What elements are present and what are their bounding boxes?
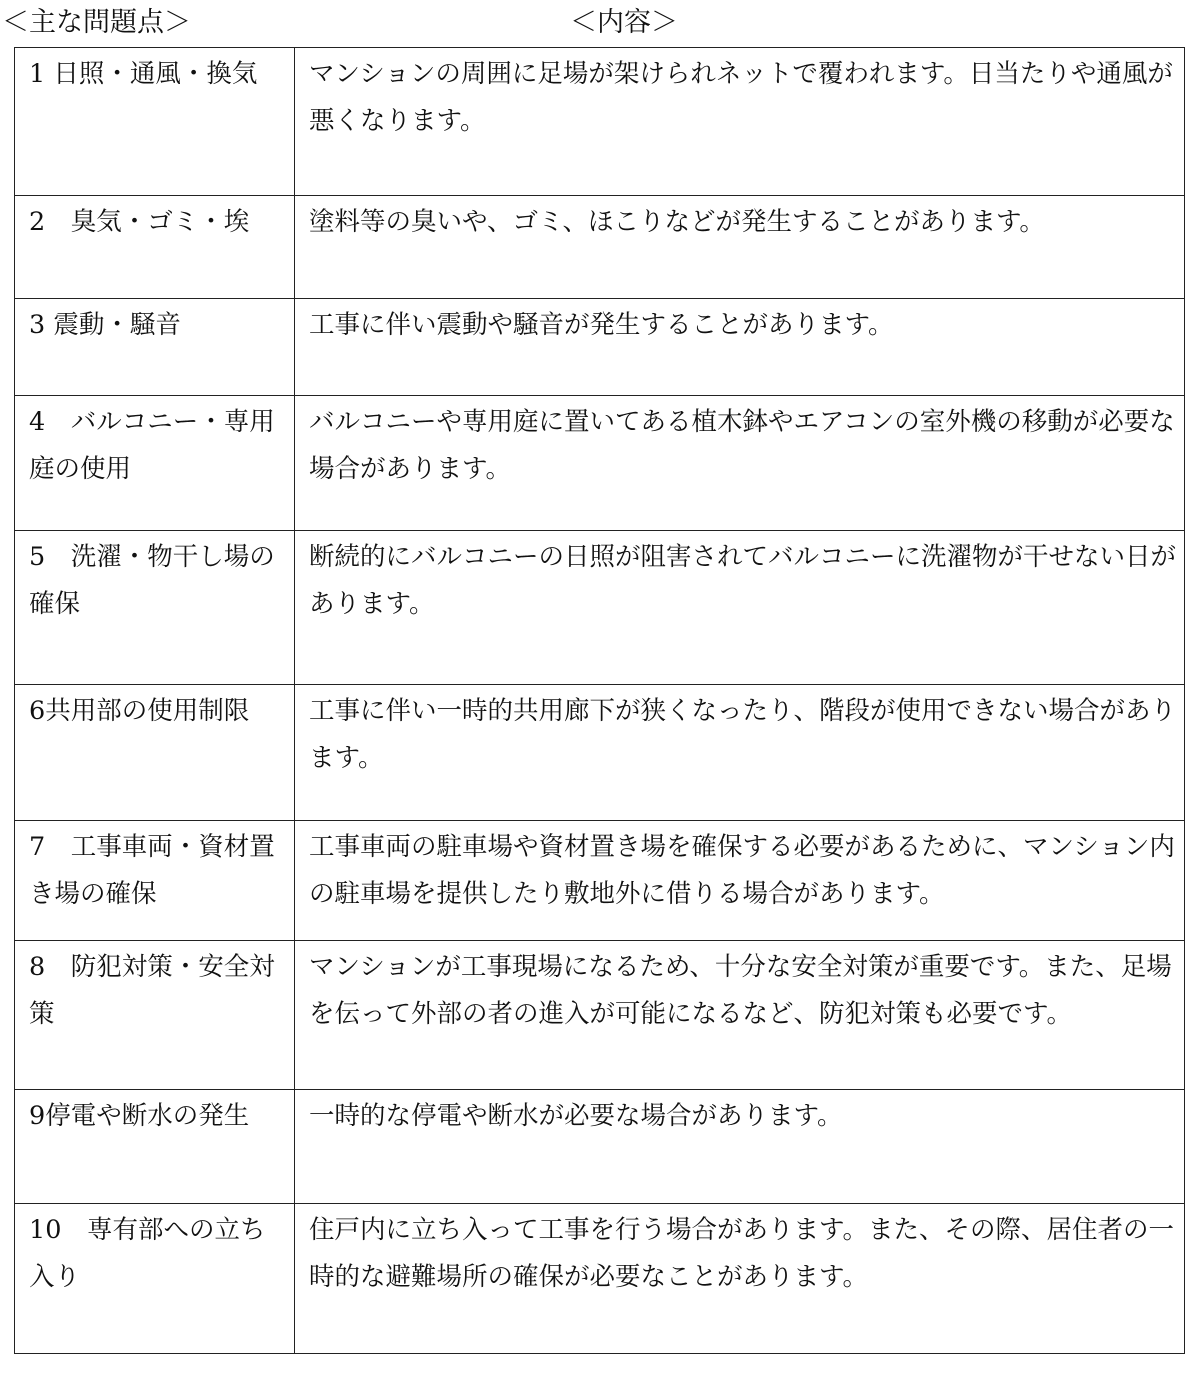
issues-table xyxy=(14,47,1185,1354)
table-row xyxy=(15,685,1185,821)
content-cell: 工事に伴い震動や騒音が発生することがあります。 xyxy=(295,299,1185,396)
table-row xyxy=(15,821,1185,941)
table-row xyxy=(15,941,1185,1090)
table-row xyxy=(15,48,1185,196)
content-cell: 一時的な停電や断水が必要な場合があります。 xyxy=(295,1090,1185,1204)
content-cell: マンションが工事現場になるため、十分な安全対策が重要です。また、足場を伝って外部の者の進入が可能になるなど、防犯対策も必要です。 xyxy=(295,941,1185,1090)
content-cell: 住戸内に立ち入って工事を行う場合があります。また、その際、居住者の一時的な避難場所の確保が必要なことがあります。 xyxy=(295,1204,1185,1354)
table-row xyxy=(15,1204,1185,1354)
issue-cell: 3 震動・騒音 xyxy=(15,299,295,396)
table-row xyxy=(15,196,1185,299)
issue-cell: 10 専有部への立ち入り xyxy=(15,1204,295,1354)
issue-cell: 7 工事車両・資材置き場の確保 xyxy=(15,821,295,941)
content-header: ＜内容＞ xyxy=(570,7,678,38)
issue-cell: 5 洗濯・物干し場の確保 xyxy=(15,531,295,685)
issue-cell: 9停電や断水の発生 xyxy=(15,1090,295,1204)
content-cell: 工事に伴い一時的共用廊下が狭くなったり、階段が使用できない場合があります。 xyxy=(295,685,1185,821)
table-row xyxy=(15,531,1185,685)
content-cell: バルコニーや専用庭に置いてある植木鉢やエアコンの室外機の移動が必要な場合があります。 xyxy=(295,396,1185,531)
table-row xyxy=(15,396,1185,531)
content-cell: 工事車両の駐車場や資材置き場を確保する必要があるために、マンション内の駐車場を提供したり敷地外に借りる場合があります。 xyxy=(295,821,1185,941)
content-cell: 断続的にバルコニーの日照が阻害されてバルコニーに洗濯物が干せない日があります。 xyxy=(295,531,1185,685)
content-cell: マンションの周囲に足場が架けられネットで覆われます。日当たりや通風が悪くなります。 xyxy=(295,48,1185,196)
content-cell: 塗料等の臭いや、ゴミ、ほこりなどが発生することがあります。 xyxy=(295,196,1185,299)
issue-cell: 6共用部の使用制限 xyxy=(15,685,295,821)
issue-cell: 8 防犯対策・安全対策 xyxy=(15,941,295,1090)
issue-cell: 4 バルコニー・専用庭の使用 xyxy=(15,396,295,531)
table-row xyxy=(15,1090,1185,1204)
issues-header: ＜主な問題点＞ xyxy=(2,7,191,38)
issue-cell: 1 日照・通風・換気 xyxy=(15,48,295,196)
table-row xyxy=(15,299,1185,396)
issue-cell: 2 臭気・ゴミ・埃 xyxy=(15,196,295,299)
